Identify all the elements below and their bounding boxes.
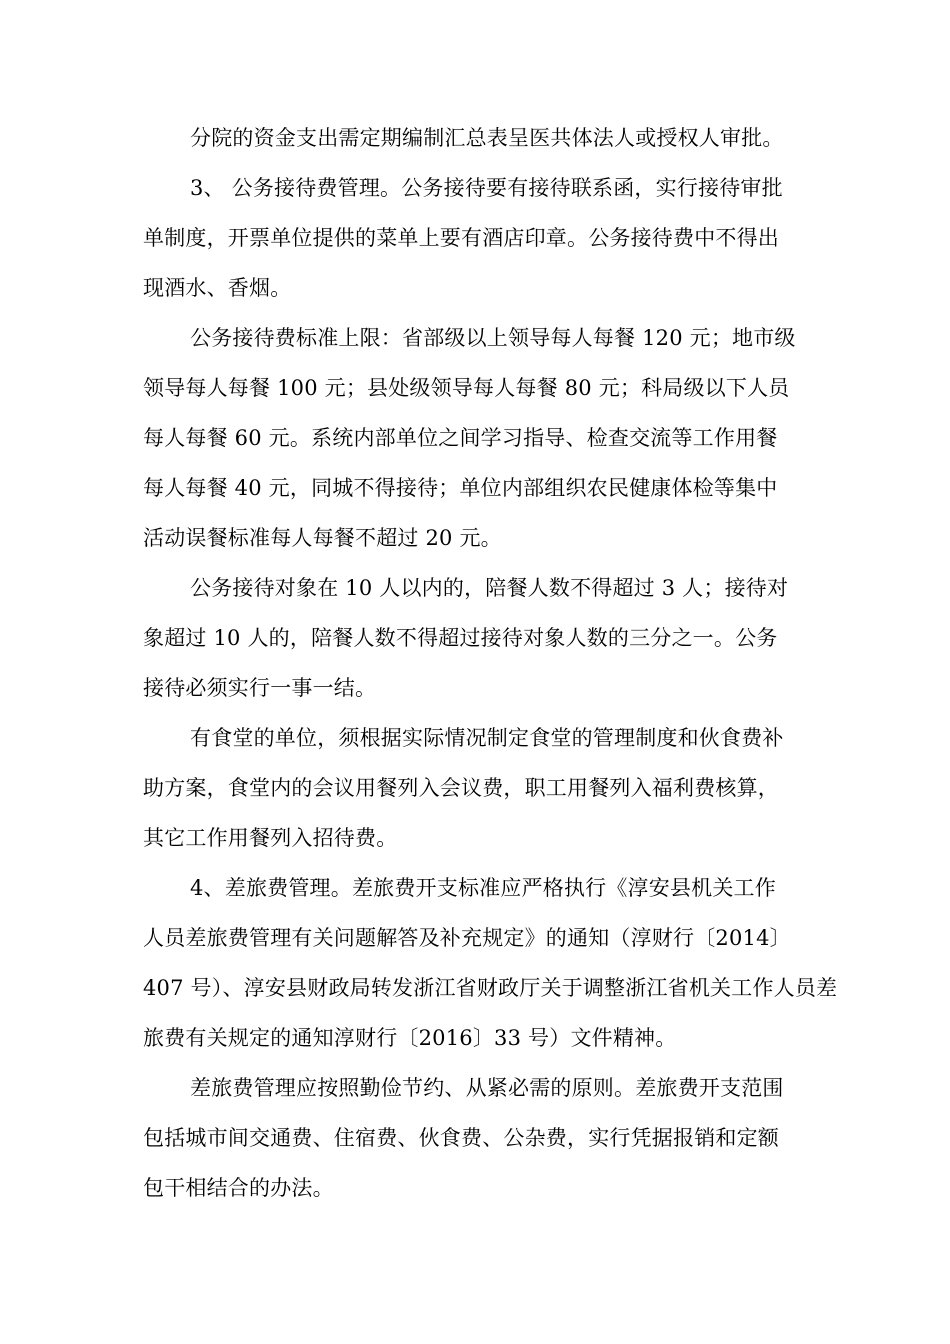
text-line: 接待必须实行一事一结。 [143,676,377,700]
text-line: 助方案，食堂内的会议用餐列入会议费，职工用餐列入福利费核算， [143,776,779,800]
text-line: 4、差旅费管理。差旅费开支标准应严格执行《淳安县机关工作 [190,876,776,900]
text-line: 领导每人每餐 100 元；县处级领导每人每餐 80 元；科局级以下人员 [143,376,790,400]
text-line: 3、 公务接待费管理。公务接待要有接待联系函，实行接待审批 [190,176,783,200]
text-line: 包括城市间交通费、住宿费、伙食费、公杂费，实行凭据报销和定额 [143,1126,779,1150]
text-line: 有食堂的单位，须根据实际情况制定食堂的管理制度和伙食费补 [190,726,784,750]
text-line: 差旅费管理应按照勤俭节约、从紧必需的原则。差旅费开支范围 [190,1076,784,1100]
text-line: 分院的资金支出需定期编制汇总表呈医共体法人或授权人审批。 [190,126,784,150]
text-line: 包干相结合的办法。 [143,1176,334,1200]
text-line: 每人每餐 40 元，同城不得接待；单位内部组织农民健康体检等集中 [143,476,778,500]
text-line: 象超过 10 人的，陪餐人数不得超过接待对象人数的三分之一。公务 [143,626,778,650]
text-line: 公务接待对象在 10 人以内的，陪餐人数不得超过 3 人；接待对 [190,576,789,600]
text-line: 每人每餐 60 元。系统内部单位之间学习指导、检查交流等工作用餐 [143,426,778,450]
text-line: 活动误餐标准每人每餐不超过 20 元。 [143,526,502,550]
text-line: 单制度，开票单位提供的菜单上要有酒店印章。公务接待费中不得出 [143,226,779,250]
text-line: 其它工作用餐列入招待费。 [143,826,398,850]
text-line: 407 号）、淳安县财政局转发浙江省财政厅关于调整浙江省机关工作人员差 [143,976,838,1000]
text-line: 人员差旅费管理有关问题解答及补充规定》的通知（淳财行〔2014〕 [143,926,791,950]
text-line: 现酒水、香烟。 [143,276,292,300]
text-line: 旅费有关规定的通知淳财行〔2016〕33 号）文件精神。 [143,1026,677,1050]
text-line: 公务接待费标准上限：省部级以上领导每人每餐 120 元；地市级 [190,326,796,350]
